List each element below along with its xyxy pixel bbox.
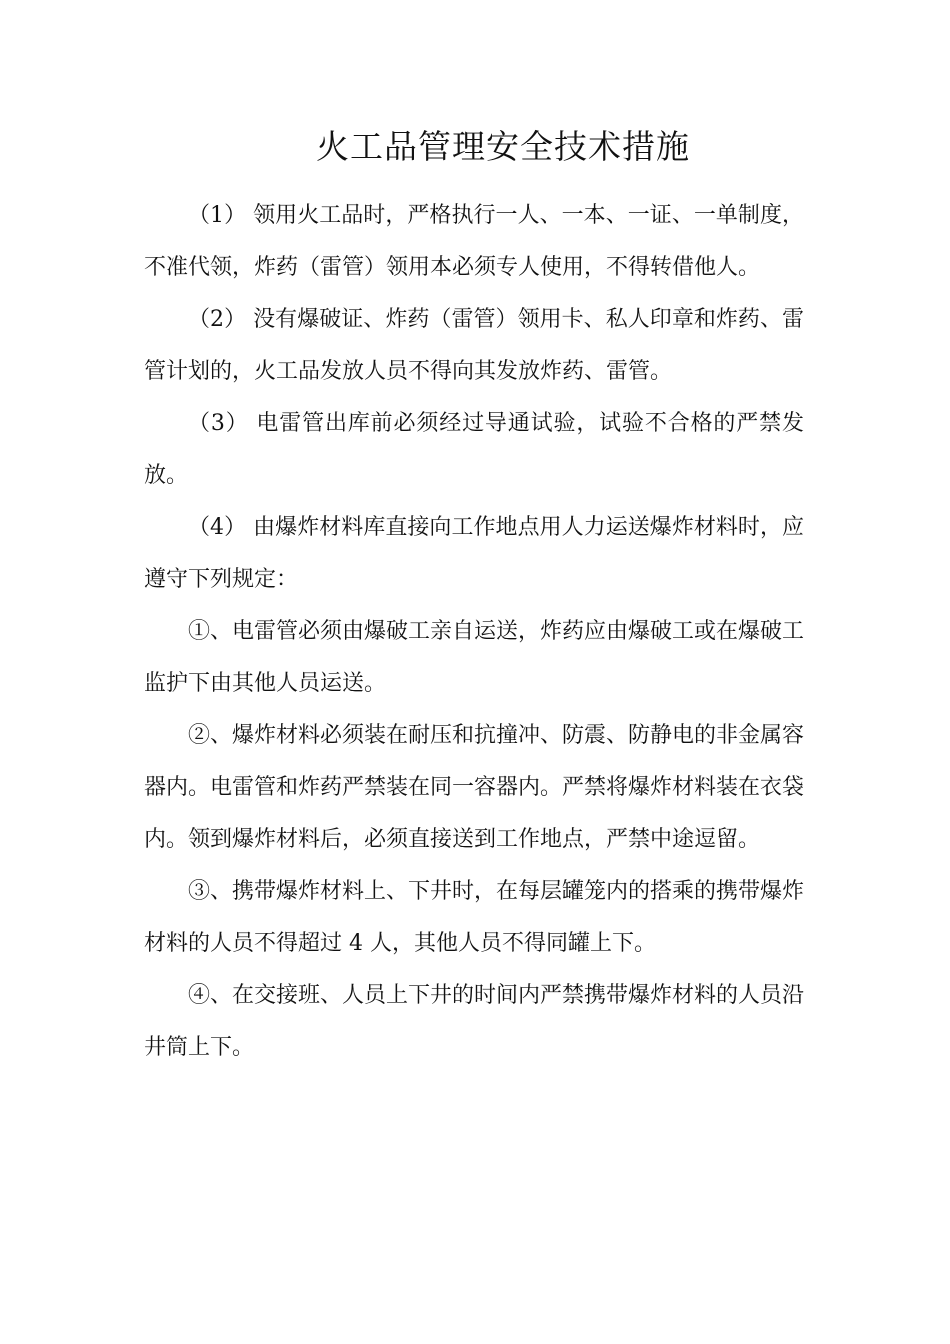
rule-item-3: ③、携带爆炸材料上、下井时，在每层罐笼内的搭乘的携带爆炸材料的人员不得超过 4 人，其他人员不得同罐上下。 bbox=[144, 879, 805, 956]
paragraph-3: （3） 电雷管出库前必须经过导通试验，试验不合格的严禁发放。 bbox=[144, 411, 804, 488]
document-title: 火工品管理安全技术措施 bbox=[316, 127, 690, 166]
rule-item-1: ①、电雷管必须由爆破工亲自运送，炸药应由爆破工或在爆破工监护下由其他人员运送。 bbox=[144, 619, 805, 696]
rule-item-4: ④、在交接班、人员上下井的时间内严禁携带爆炸材料的人员沿井筒上下。 bbox=[144, 983, 805, 1060]
paragraph-4: （4） 由爆炸材料库直接向工作地点用人力运送爆炸材料时，应遵守下列规定： bbox=[144, 515, 804, 592]
document-body bbox=[144, 190, 804, 1074]
rule-item-2: ②、爆炸材料必须装在耐压和抗撞冲、防震、防静电的非金属容器内。电雷管和炸药严禁装在同一容器内。严禁将爆炸材料装在衣袋内。领到爆炸材料后，必须直接送到工作地点，严禁中途逗留。 bbox=[144, 723, 805, 852]
paragraph-2: （2） 没有爆破证、炸药（雷管）领用卡、私人印章和炸药、雷管计划的，火工品发放人员不得向其发放炸药、雷管。 bbox=[144, 307, 804, 384]
paragraph-1: （1） 领用火工品时，严格执行一人、一本、一证、一单制度，不准代领，炸药（雷管）领用本必须专人使用，不得转借他人。 bbox=[144, 203, 804, 280]
